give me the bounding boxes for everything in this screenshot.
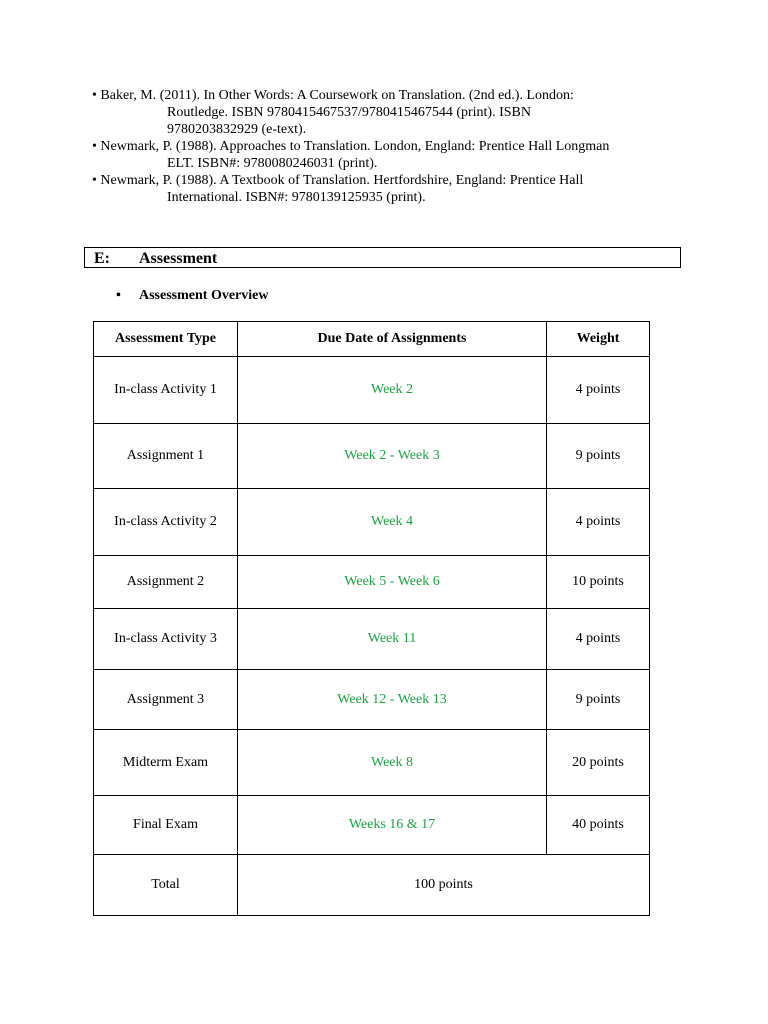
table-row: [94, 730, 650, 796]
cell-total-label: Total: [94, 855, 238, 916]
cell-weight: 9 points: [547, 424, 650, 489]
header-assessment-type: Assessment Type: [94, 322, 238, 357]
cell-weight: 10 points: [547, 556, 650, 609]
reference-text: Routledge. ISBN 9780415467537/9780415467544 (print). ISBN: [167, 105, 531, 120]
section-heading: [84, 247, 681, 268]
cell-assessment-type: In-class Activity 2: [94, 489, 238, 556]
reference-list: [92, 87, 692, 206]
cell-assessment-type: Final Exam: [94, 796, 238, 855]
cell-due-date: Week 5 - Week 6: [238, 556, 547, 609]
reference-item: [92, 138, 692, 172]
cell-due-date: Week 2: [238, 357, 547, 424]
reference-text: ELT. ISBN#: 9780080246031 (print).: [167, 156, 378, 171]
cell-assessment-type: Assignment 2: [94, 556, 238, 609]
table-row: [94, 556, 650, 609]
reference-text: International. ISBN#: 9780139125935 (print).: [167, 190, 426, 205]
table-row: [94, 357, 650, 424]
overview-heading: [116, 288, 268, 304]
cell-total-value: 100 points: [238, 855, 650, 916]
cell-assessment-type: Assignment 3: [94, 670, 238, 730]
reference-text: • Newmark, P. (1988). A Textbook of Translation. Hertfordshire, England: Prentice Hall: [92, 173, 584, 188]
cell-assessment-type: In-class Activity 3: [94, 609, 238, 670]
overview-label: Assessment Overview: [139, 288, 269, 303]
table-row: [94, 489, 650, 556]
table-total-row: [94, 855, 650, 916]
cell-due-date: Weeks 16 & 17: [238, 796, 547, 855]
cell-weight: 4 points: [547, 609, 650, 670]
cell-due-date: Week 12 - Week 13: [238, 670, 547, 730]
cell-assessment-type: Assignment 1: [94, 424, 238, 489]
reference-text: 9780203832929 (e-text).: [167, 122, 307, 137]
cell-due-date: Week 8: [238, 730, 547, 796]
cell-weight: 20 points: [547, 730, 650, 796]
reference-text: • Baker, M. (2011). In Other Words: A Coursework on Translation. (2nd ed.). London:: [92, 88, 574, 103]
reference-item: [92, 172, 692, 206]
cell-weight: 40 points: [547, 796, 650, 855]
assessment-table: [93, 321, 650, 916]
header-due-date: Due Date of Assignments: [238, 322, 547, 357]
reference-item: [92, 87, 692, 138]
header-weight: Weight: [547, 322, 650, 357]
cell-due-date: Week 11: [238, 609, 547, 670]
table-header-row: [94, 322, 650, 357]
table-row: [94, 424, 650, 489]
reference-text: • Newmark, P. (1988). Approaches to Translation. London, England: Prentice Hall Longman: [92, 139, 610, 154]
table-row: [94, 609, 650, 670]
cell-weight: 9 points: [547, 670, 650, 730]
bullet-icon: •: [116, 288, 121, 303]
cell-due-date: Week 4: [238, 489, 547, 556]
section-letter: E:: [94, 250, 110, 267]
cell-assessment-type: Midterm Exam: [94, 730, 238, 796]
cell-weight: 4 points: [547, 357, 650, 424]
section-title: Assessment: [139, 250, 218, 267]
cell-assessment-type: In-class Activity 1: [94, 357, 238, 424]
cell-weight: 4 points: [547, 489, 650, 556]
table-row: [94, 670, 650, 730]
cell-due-date: Week 2 - Week 3: [238, 424, 547, 489]
table-row: [94, 796, 650, 855]
